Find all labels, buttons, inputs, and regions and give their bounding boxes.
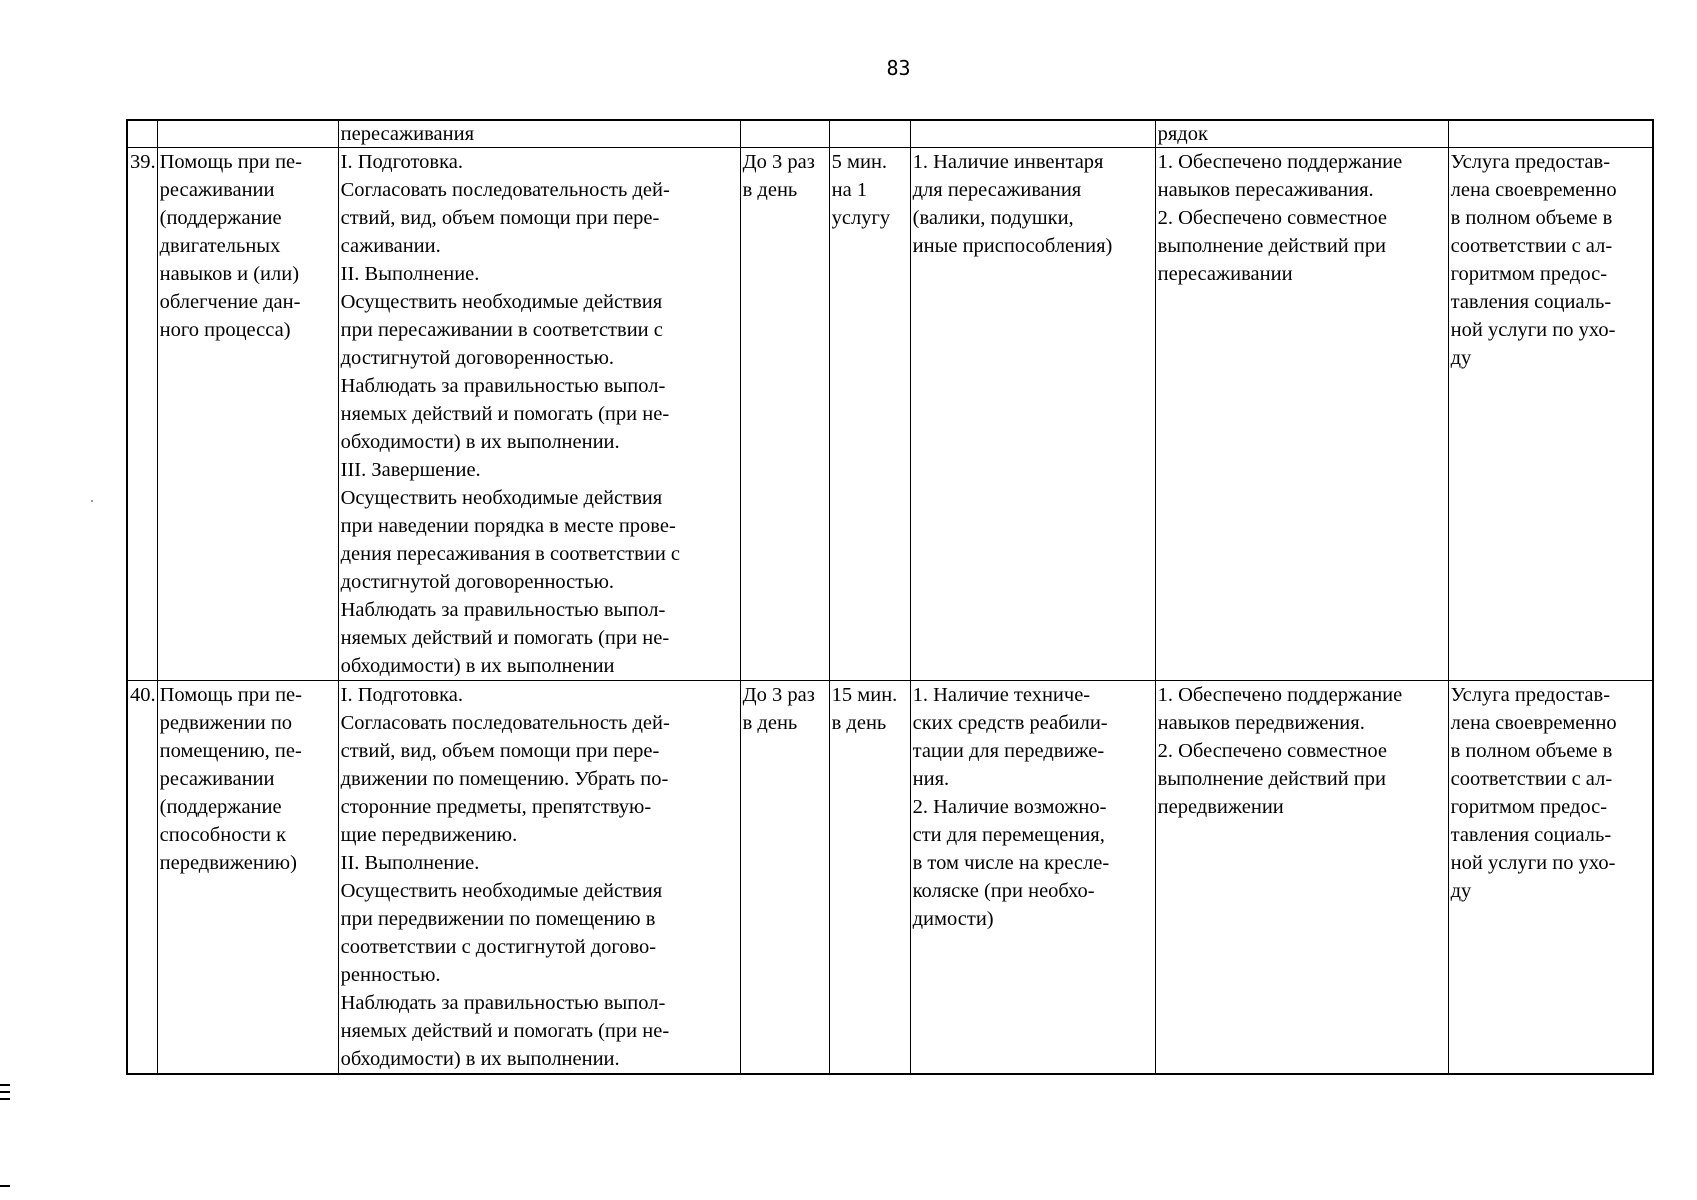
cell-num: 40.	[127, 681, 157, 1075]
cell-result: 1. Обеспечено поддержание навыков пересаживания. 2. Обеспечено совместное выполнение действий при пересаживании	[1155, 148, 1448, 681]
cell-service-name: Помощь при пе- редвижении по помещению, пе- ресаживании (поддержание способности к передвижению)	[157, 681, 338, 1075]
margin-mark	[0, 1091, 10, 1093]
cell-conditions	[910, 120, 1155, 148]
table-row	[127, 681, 1653, 1075]
cell-conditions: 1. Наличие инвентаря для пересаживания (валики, подушки, иные приспособления)	[910, 148, 1155, 681]
cell-frequency: До 3 раз в день	[740, 681, 829, 1075]
cell-procedure: пересаживания	[338, 120, 740, 148]
page-number: 83	[886, 56, 911, 80]
cell-conditions: 1. Наличие техниче- ских средств реабили- тации для передвиже- ния. 2. Наличие возможно- сти для перемещения, в том числе на кресле- коляске (при необхо- димости)	[910, 681, 1155, 1075]
cell-evaluation	[1448, 120, 1653, 148]
cell-num: 39.	[127, 148, 157, 681]
cell-num	[127, 120, 157, 148]
cell-frequency	[740, 120, 829, 148]
cell-frequency: До 3 раз в день	[740, 148, 829, 681]
cell-procedure: I. Подготовка. Согласовать последовательность дей- ствий, вид, объем помощи при пере- движении по помещению. Убрать по- сторонние предметы, препятствую- щие передвижению. II. Выполнение. Осуществить необходимые действия при передвижении по помещению в соответствии с достигнутой догово- ренностью. Наблюдать за правильностью выпол- няемых действий и помогать (при не- обходимости) в их выполнении.	[338, 681, 740, 1075]
cell-evaluation: Услуга предостав- лена своевременно в полном объеме в соответствии с ал- горитмом предос- тавления социаль- ной услуги по ухо- ду	[1448, 148, 1653, 681]
table-row-continuation	[127, 120, 1653, 148]
margin-mark	[0, 1084, 10, 1086]
cell-procedure: I. Подготовка. Согласовать последовательность дей- ствий, вид, объем помощи при пере- саживании. II. Выполнение. Осуществить необходимые действия при пересаживании в соответствии с достигнутой договоренностью. Наблюдать за правильностью выпол- няемых действий и помогать (при не- обходимости) в их выполнении. III. Завершение. Осуществить необходимые действия при наведении порядка в месте прове- дения пересаживания в соответствии с достигнутой договоренностью. Наблюдать за правильностью выпол- няемых действий и помогать (при не- обходимости) в их выполнении	[338, 148, 740, 681]
cell-result: рядок	[1155, 120, 1448, 148]
table-row	[127, 148, 1653, 681]
cell-duration	[829, 120, 910, 148]
margin-mark	[0, 1185, 10, 1187]
margin-mark	[0, 1098, 10, 1100]
services-table	[126, 119, 1654, 1075]
cell-evaluation: Услуга предостав- лена своевременно в полном объеме в соответствии с ал- горитмом предос- тавления социаль- ной услуги по ухо- ду	[1448, 681, 1653, 1075]
scan-speck	[91, 500, 93, 502]
cell-result: 1. Обеспечено поддержание навыков передвижения. 2. Обеспечено совместное выполнение действий при передвижении	[1155, 681, 1448, 1075]
cell-service-name: Помощь при пе- ресаживании (поддержание двигательных навыков и (или) облегчение дан- ного процесса)	[157, 148, 338, 681]
cell-service-name	[157, 120, 338, 148]
cell-duration: 5 мин. на 1 услугу	[829, 148, 910, 681]
cell-duration: 15 мин. в день	[829, 681, 910, 1075]
